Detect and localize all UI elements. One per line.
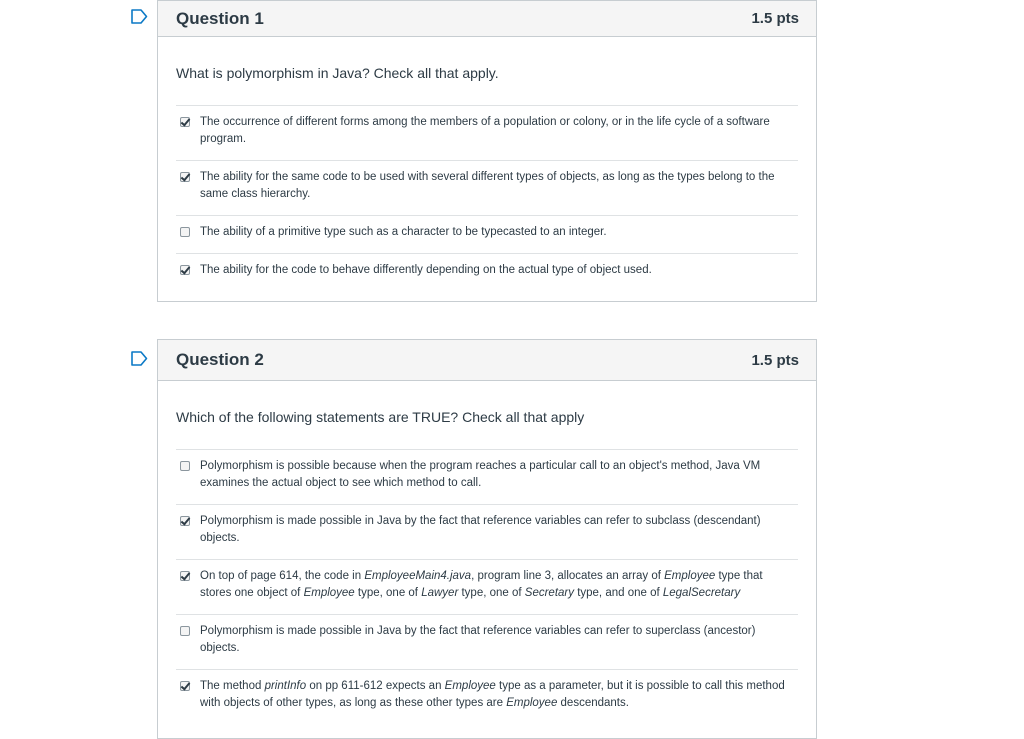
- checkbox-checked[interactable]: [180, 681, 190, 691]
- answer-option[interactable]: [176, 449, 798, 504]
- checkbox-unchecked[interactable]: [180, 227, 190, 237]
- question-title: Question 1: [176, 8, 264, 28]
- answer-text: The ability for the same code to be used with several different types of objects, as long as the types belong to the same class hierarchy.: [200, 171, 775, 200]
- checkbox-checked[interactable]: [180, 117, 190, 127]
- flag-question-icon[interactable]: [131, 9, 148, 24]
- flag-question-icon[interactable]: [131, 351, 148, 366]
- question-points: 1.5 pts: [751, 351, 799, 369]
- answer-option[interactable]: [176, 669, 798, 724]
- question-2: [157, 339, 817, 739]
- question-title: Question 2: [176, 350, 264, 369]
- answer-text: The ability of a primitive type such as a character to be typecasted to an integer.: [200, 226, 607, 238]
- answer-text: Polymorphism is made possible in Java by the fact that reference variables can refer to superclass (ancestor) objects.: [200, 625, 756, 654]
- answer-list: [176, 105, 798, 291]
- checkbox-checked[interactable]: [180, 516, 190, 526]
- checkbox-checked[interactable]: [180, 265, 190, 275]
- question-1: [157, 0, 817, 302]
- answer-option[interactable]: [176, 253, 798, 291]
- checkbox-unchecked[interactable]: [180, 461, 190, 471]
- answer-option[interactable]: [176, 504, 798, 559]
- answer-text: The ability for the code to behave differently depending on the actual type of object used.: [200, 264, 652, 276]
- question-body: [158, 381, 816, 724]
- checkbox-checked[interactable]: [180, 571, 190, 581]
- answer-text: The method printInfo on pp 611-612 expects an Employee type as a parameter, but it is possible to call this method with objects of other types, as long as these other types are Employee descendants.: [200, 680, 785, 709]
- question-header: [158, 1, 816, 37]
- question-prompt: What is polymorphism in Java? Check all that apply.: [176, 65, 499, 81]
- answer-option[interactable]: [176, 105, 798, 160]
- answer-option[interactable]: [176, 160, 798, 215]
- checkbox-unchecked[interactable]: [180, 626, 190, 636]
- answer-list: [176, 449, 798, 724]
- answer-text: The occurrence of different forms among the members of a population or colony, or in the life cycle of a software program.: [200, 116, 770, 145]
- answer-option[interactable]: [176, 215, 798, 253]
- answer-text: On top of page 614, the code in EmployeeMain4.java, program line 3, allocates an array of Employee type that stores one object of Employee type, one of Lawyer type, one of Secretary type, and one of LegalSecretary: [200, 570, 763, 599]
- question-body: [158, 37, 816, 291]
- question-prompt: Which of the following statements are TRUE? Check all that apply: [176, 409, 585, 425]
- question-points: 1.5 pts: [751, 10, 799, 27]
- answer-text: Polymorphism is made possible in Java by the fact that reference variables can refer to subclass (descendant) objects.: [200, 515, 761, 544]
- question-header: [158, 340, 816, 381]
- answer-option[interactable]: [176, 559, 798, 614]
- answer-text: Polymorphism is possible because when the program reaches a particular call to an object's method, Java VM examines the actual object to see which method to call.: [200, 460, 761, 489]
- checkbox-checked[interactable]: [180, 172, 190, 182]
- answer-option[interactable]: [176, 614, 798, 669]
